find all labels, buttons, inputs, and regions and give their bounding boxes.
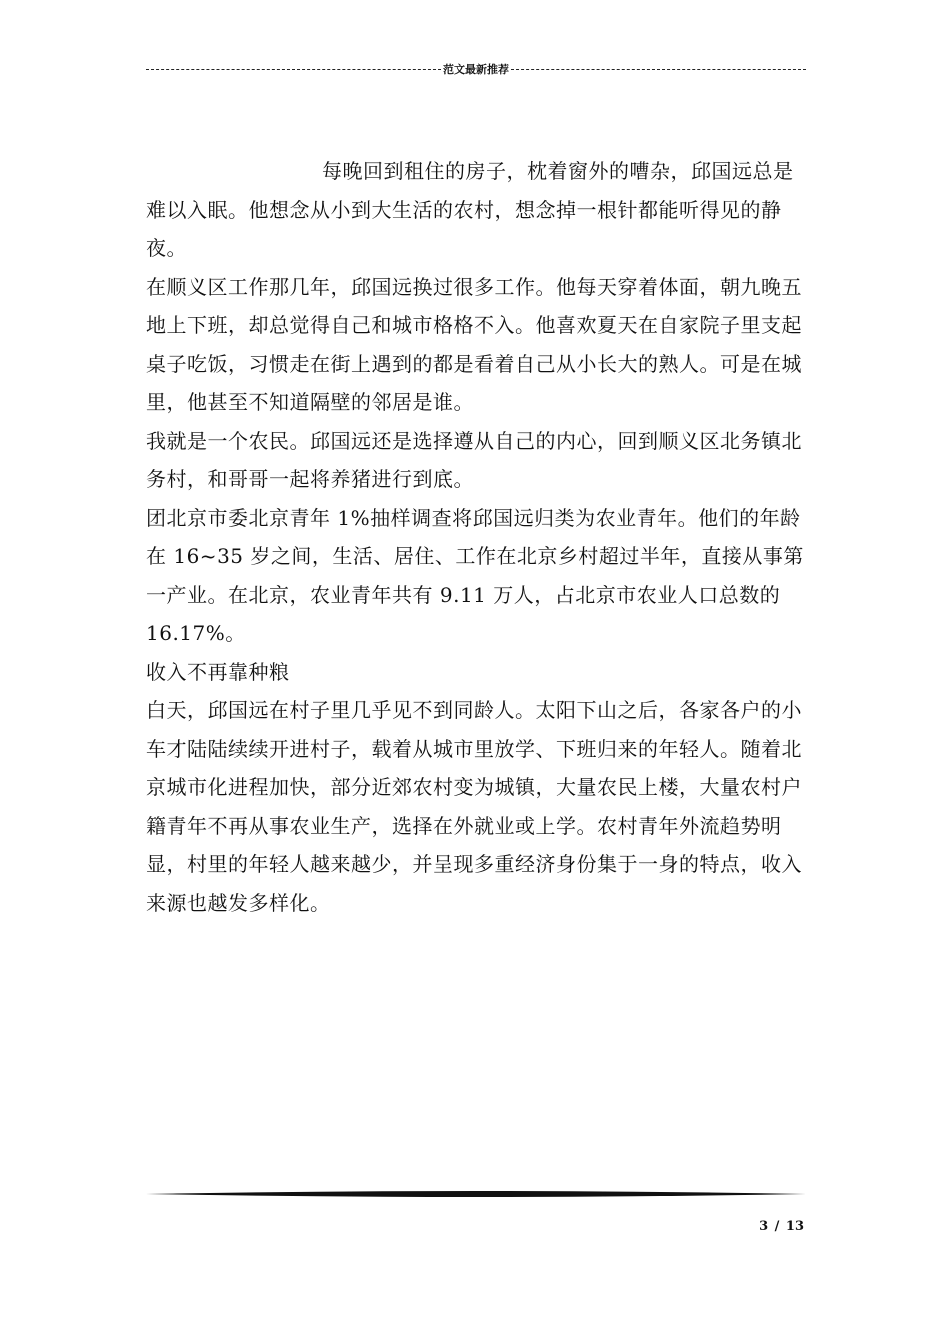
section-heading: 收入不再靠种粮 <box>146 659 290 684</box>
header-title: 范文最新推荐 <box>443 63 509 76</box>
page-number: 3 / 13 <box>759 1219 804 1234</box>
header-dash-line-right <box>511 69 806 70</box>
paragraph-4: 团北京市委北京青年 1%抽样调查将邱国远归类为农业青年。他们的年龄在 16~35 岁之间，生活、居住、工作在北京乡村超过半年，直接从事第一产业。在北京，农业青年共有 9.11 万人，占北京市农业人口总数的 16.17%。 <box>146 505 804 645</box>
paragraph-5: 白天，邱国远在村子里几乎见不到同龄人。太阳下山之后，各家各户的小车才陆陆续续开进村子，载着从城市里放学、下班归来的年轻人。随着北京城市化进程加快，部分近郊农村变为城镇，大量农民上楼，大量农村户籍青年不再从事农业生产，选择在外就业或上学。农村青年外流趋势明显，村里的年轻人越来越少，并呈现多重经济身份集于一身的特点，收入来源也越发多样化。 <box>146 698 802 915</box>
paragraph-1: 每晚回到租住的房子，枕着窗外的嘈杂，邱国远总是难以入眠。他想念从小到大生活的农村，想念掉一根针都能听得见的静夜。 <box>146 159 794 260</box>
page-header <box>146 60 806 78</box>
document-body <box>146 152 806 922</box>
header-dash-line-left <box>146 69 441 70</box>
footer-rule <box>146 1190 806 1198</box>
paragraph-2: 在顺义区工作那几年，邱国远换过很多工作。他每天穿着体面，朝九晚五地上下班，却总觉得自己和城市格格不入。他喜欢夏天在自家院子里支起桌子吃饭，习惯走在街上遇到的都是看着自己从小长大的熟人。可是在城里，他甚至不知道隔壁的邻居是谁。 <box>146 274 802 414</box>
paragraph-3: 我就是一个农民。邱国远还是选择遵从自己的内心，回到顺义区北务镇北务村，和哥哥一起将养猪进行到底。 <box>146 428 802 491</box>
